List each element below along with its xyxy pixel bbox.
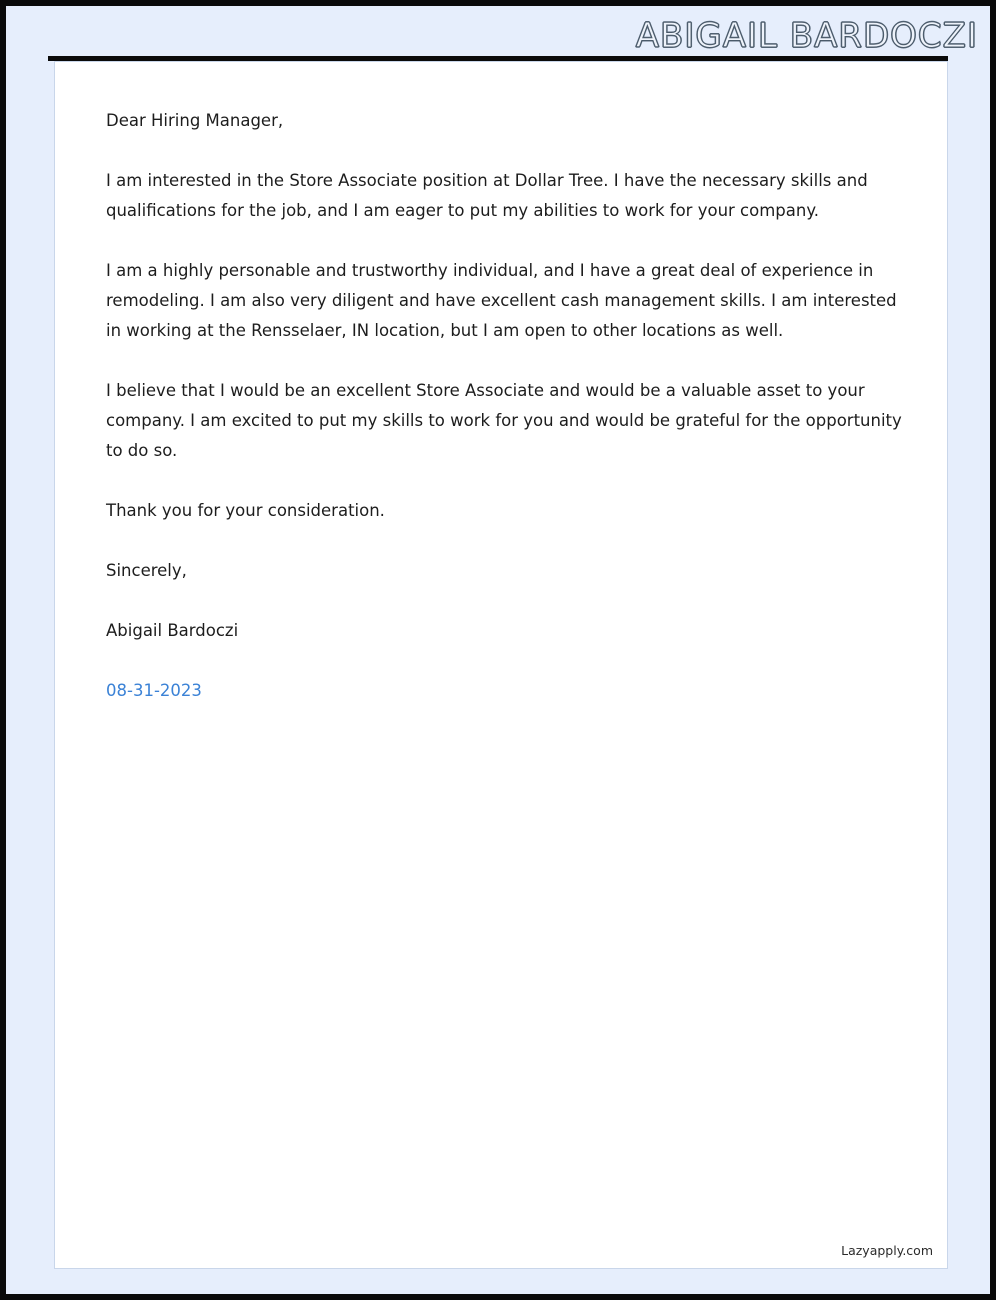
applicant-name-heading: ABIGAIL BARDOCZI <box>635 16 978 56</box>
letter-thanks: Thank you for your consideration. <box>106 501 385 520</box>
letter-paragraph-1: I am interested in the Store Associate position at Dollar Tree. I have the necessary skills and qualifications for the job, and I am eager to put my abilities to work for your company. <box>106 171 873 220</box>
letter-sheet <box>54 61 948 1269</box>
letter-body <box>106 106 906 706</box>
letter-paragraph-3: I believe that I would be an excellent Store Associate and would be a valuable asset to your company. I am excited to put my skills to work for you and would be grateful for the opportunity to do so. <box>106 381 908 460</box>
letter-signature: Abigail Bardoczi <box>106 621 239 640</box>
letter-closing: Sincerely, <box>106 561 187 580</box>
document-header <box>12 12 984 56</box>
letter-salutation: Dear Hiring Manager, <box>106 111 284 130</box>
footer-brand[interactable]: Lazyapply.com <box>841 1243 933 1258</box>
letter-paragraph-2: I am a highly personable and trustworthy individual, and I have a great deal of experience in remodeling. I am also very diligent and have excellent cash management skills. I am interested in working at the Rensselaer, IN location, but I am open to other locations as well. <box>106 261 902 340</box>
letter-date: 08-31-2023 <box>106 681 202 700</box>
